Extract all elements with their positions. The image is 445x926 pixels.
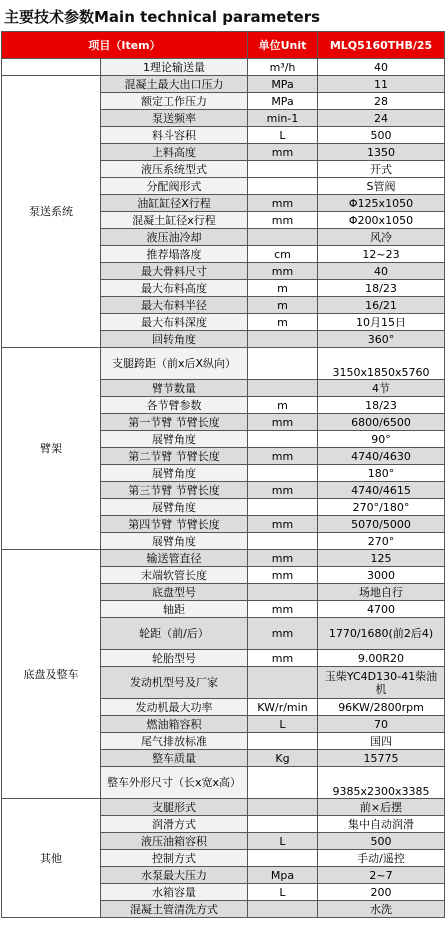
item-cell: 分配阀形式 (101, 178, 248, 195)
value-cell: Φ200x1050 (318, 212, 445, 229)
value-cell: 开式 (318, 161, 445, 178)
unit-cell (248, 431, 318, 448)
item-cell: 混凝土缸径x行程 (101, 212, 248, 229)
value-cell: S管阀 (318, 178, 445, 195)
item-cell: 第一节臂 节臂长度 (101, 414, 248, 431)
item-cell: 水箱容量 (101, 884, 248, 901)
unit-cell (248, 901, 318, 918)
value-cell: 4740/4630 (318, 448, 445, 465)
value-cell: Φ125x1050 (318, 195, 445, 212)
unit-cell (248, 380, 318, 397)
value-cell: 28 (318, 93, 445, 110)
item-cell: 额定工作压力 (101, 93, 248, 110)
item-cell: 控制方式 (101, 850, 248, 867)
item-cell: 第二节臂 节臂长度 (101, 448, 248, 465)
item-cell: 第三节臂 节臂长度 (101, 482, 248, 499)
unit-cell (248, 816, 318, 833)
item-cell: 支腿形式 (101, 799, 248, 816)
spec-table (1, 31, 445, 918)
item-cell: 料斗容积 (101, 127, 248, 144)
item-cell: 臂节数量 (101, 380, 248, 397)
unit-cell: m (248, 397, 318, 414)
item-cell: 上料高度 (101, 144, 248, 161)
unit-cell (248, 733, 318, 750)
unit-cell: L (248, 716, 318, 733)
value-cell: 1770/1680(前2后4) (318, 618, 445, 650)
value-cell: 200 (318, 884, 445, 901)
item-cell: 整车质量 (101, 750, 248, 767)
value-cell: 12~23 (318, 246, 445, 263)
table-row (2, 550, 445, 567)
unit-cell: m (248, 314, 318, 331)
item-cell: 最大骨料尺寸 (101, 263, 248, 280)
item-cell: 展臂角度 (101, 533, 248, 550)
value-cell: 70 (318, 716, 445, 733)
value-cell: 16/21 (318, 297, 445, 314)
item-cell: 发动机型号及厂家 (101, 667, 248, 699)
unit-cell (248, 584, 318, 601)
value-cell: 18/23 (318, 280, 445, 297)
item-cell: 混凝土最大出口压力 (101, 76, 248, 93)
value-cell: 5070/5000 (318, 516, 445, 533)
unit-cell: mm (248, 414, 318, 431)
item-cell: 轮距（前/后） (101, 618, 248, 650)
value-cell: 15775 (318, 750, 445, 767)
value-cell: 4节 (318, 380, 445, 397)
item-cell: 发动机最大功率 (101, 699, 248, 716)
item-cell: 泵送频率 (101, 110, 248, 127)
value-cell: 玉柴YC4D130-41柴油机 (318, 667, 445, 699)
category-pump-system: 泵送系统 (2, 76, 101, 348)
unit-cell: cm (248, 246, 318, 263)
item-cell: 最大布料深度 (101, 314, 248, 331)
unit-cell: mm (248, 482, 318, 499)
value-cell: 4700 (318, 601, 445, 618)
item-cell: 第四节臂 节臂长度 (101, 516, 248, 533)
header-item: 项目（Item） (2, 32, 248, 59)
item-cell: 混凝土管清洗方式 (101, 901, 248, 918)
unit-cell (248, 767, 318, 799)
unit-cell: L (248, 127, 318, 144)
unit-cell (248, 850, 318, 867)
unit-cell (248, 499, 318, 516)
unit-cell: MPa (248, 76, 318, 93)
unit-cell (248, 331, 318, 348)
unit-cell: Mpa (248, 867, 318, 884)
item-cell: 支腿跨距（前x后X纵向） (101, 348, 248, 380)
value-cell: 6800/6500 (318, 414, 445, 431)
item-cell: 底盘型号 (101, 584, 248, 601)
unit-cell: m³/h (248, 59, 318, 76)
value-cell: 国四 (318, 733, 445, 750)
item-cell: 油缸缸径X行程 (101, 195, 248, 212)
unit-cell (248, 667, 318, 699)
unit-cell: Kg (248, 750, 318, 767)
item-cell: 展臂角度 (101, 499, 248, 516)
item-cell: 液压系统型式 (101, 161, 248, 178)
item-cell: 最大布料半径 (101, 297, 248, 314)
item-cell: 整车外形尺寸（长x宽x高） (101, 767, 248, 799)
item-cell: 液压油箱容积 (101, 833, 248, 850)
value-cell: 500 (318, 833, 445, 850)
table-row (2, 799, 445, 816)
unit-cell (248, 348, 318, 380)
table-header-row (2, 32, 445, 59)
value-cell: 9.00R20 (318, 650, 445, 667)
unit-cell: mm (248, 601, 318, 618)
unit-cell (248, 178, 318, 195)
unit-cell (248, 161, 318, 178)
category-others: 其他 (2, 799, 101, 918)
value-cell: 场地自行 (318, 584, 445, 601)
value-cell: 集中自动润滑 (318, 816, 445, 833)
item-cell: 末端软管长度 (101, 567, 248, 584)
unit-cell: min-1 (248, 110, 318, 127)
value-cell: 11 (318, 76, 445, 93)
item-cell: 尾气排放标准 (101, 733, 248, 750)
category-cell-empty (2, 59, 101, 76)
value-cell: 40 (318, 263, 445, 280)
unit-cell (248, 465, 318, 482)
value-cell: 前×后摆 (318, 799, 445, 816)
unit-cell: mm (248, 516, 318, 533)
item-cell: 最大布料高度 (101, 280, 248, 297)
unit-cell: mm (248, 567, 318, 584)
value-cell: 手动/遥控 (318, 850, 445, 867)
header-unit: 单位Unit (248, 32, 318, 59)
value-cell: 水洗 (318, 901, 445, 918)
unit-cell: L (248, 833, 318, 850)
value-cell: 40 (318, 59, 445, 76)
table-row (2, 348, 445, 380)
item-cell: 输送管直径 (101, 550, 248, 567)
value-cell: 270° (318, 533, 445, 550)
value-cell: 9385x2300x3385 (318, 767, 445, 799)
value-cell: 500 (318, 127, 445, 144)
item-cell: 推荐塌落度 (101, 246, 248, 263)
value-cell: 125 (318, 550, 445, 567)
item-cell: 回转角度 (101, 331, 248, 348)
value-cell: 360° (318, 331, 445, 348)
value-cell: 10月15日 (318, 314, 445, 331)
unit-cell: m (248, 297, 318, 314)
table-row (2, 59, 445, 76)
item-cell: 1理论输送量 (101, 59, 248, 76)
item-cell: 燃油箱容积 (101, 716, 248, 733)
value-cell: 3150x1850x5760 (318, 348, 445, 380)
unit-cell (248, 799, 318, 816)
unit-cell: mm (248, 195, 318, 212)
value-cell: 18/23 (318, 397, 445, 414)
value-cell: 风冷 (318, 229, 445, 246)
category-chassis: 底盘及整车 (2, 550, 101, 799)
item-cell: 润滑方式 (101, 816, 248, 833)
value-cell: 96KW/2800rpm (318, 699, 445, 716)
unit-cell: m (248, 280, 318, 297)
table-row (2, 76, 445, 93)
unit-cell (248, 229, 318, 246)
value-cell: 24 (318, 110, 445, 127)
unit-cell: mm (248, 550, 318, 567)
value-cell: 270°/180° (318, 499, 445, 516)
unit-cell: mm (248, 212, 318, 229)
item-cell: 轮胎型号 (101, 650, 248, 667)
item-cell: 各节臂参数 (101, 397, 248, 414)
unit-cell: KW/r/min (248, 699, 318, 716)
unit-cell (248, 533, 318, 550)
header-model: MLQ5160THB/25 (318, 32, 445, 59)
unit-cell: mm (248, 144, 318, 161)
item-cell: 展臂角度 (101, 465, 248, 482)
unit-cell: L (248, 884, 318, 901)
value-cell: 4740/4615 (318, 482, 445, 499)
value-cell: 3000 (318, 567, 445, 584)
value-cell: 180° (318, 465, 445, 482)
item-cell: 轴距 (101, 601, 248, 618)
category-boom: 臂架 (2, 348, 101, 550)
value-cell: 2~7 (318, 867, 445, 884)
item-cell: 水泵最大压力 (101, 867, 248, 884)
unit-cell: mm (248, 618, 318, 650)
item-cell: 展臂角度 (101, 431, 248, 448)
item-cell: 液压油冷却 (101, 229, 248, 246)
unit-cell: mm (248, 448, 318, 465)
value-cell: 1350 (318, 144, 445, 161)
unit-cell: MPa (248, 93, 318, 110)
page-title: 主要技术参数Main technical parameters (4, 8, 321, 26)
unit-cell: mm (248, 650, 318, 667)
value-cell: 90° (318, 431, 445, 448)
unit-cell: mm (248, 263, 318, 280)
